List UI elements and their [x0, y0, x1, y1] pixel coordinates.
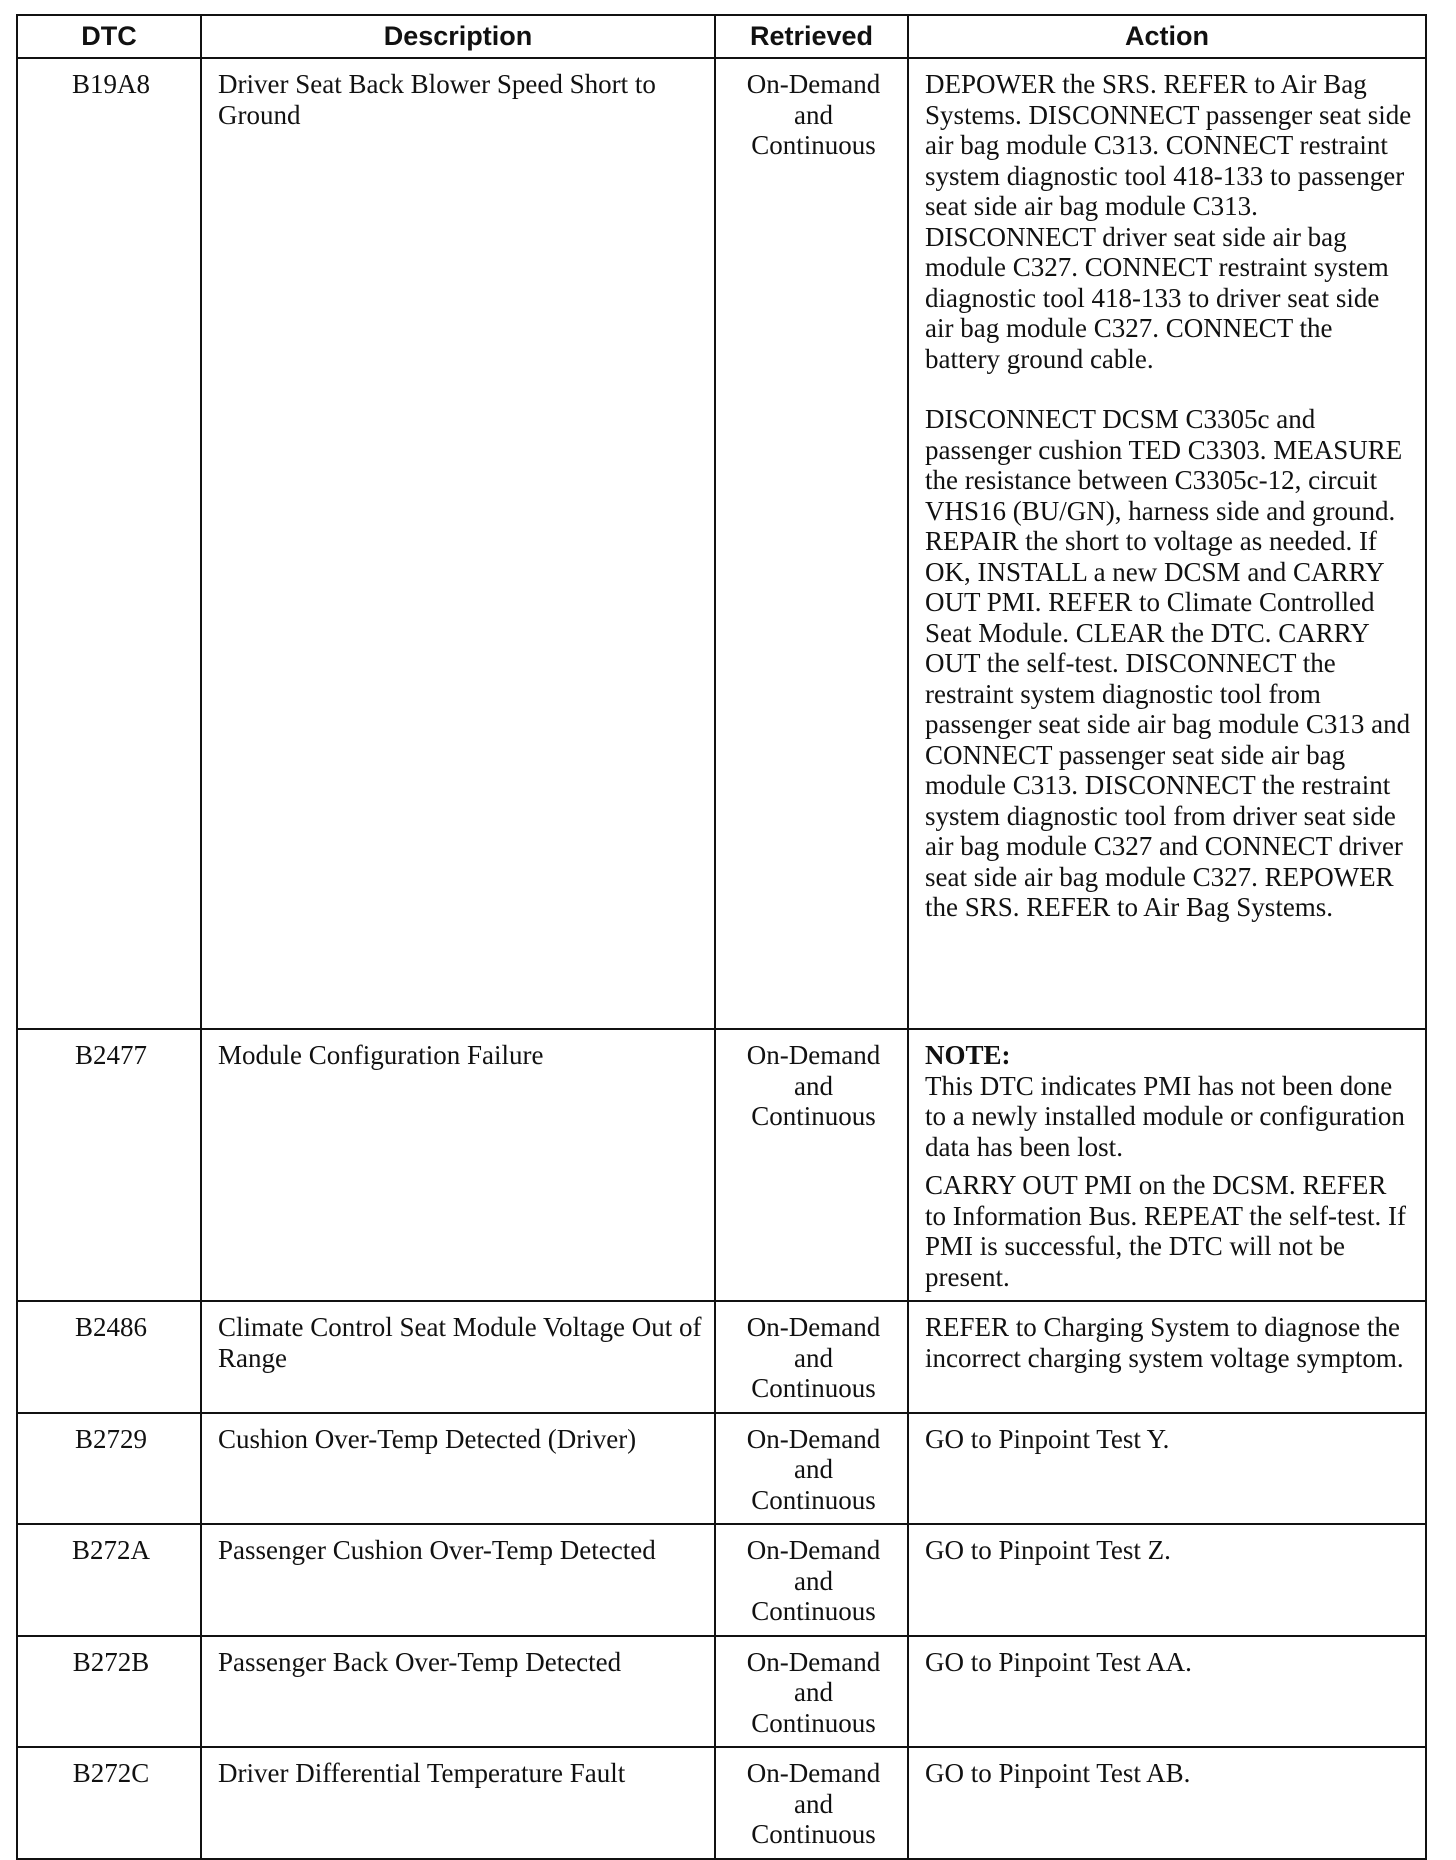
- retrieved-line: Continuous: [751, 1484, 876, 1515]
- retrieved-line: On-Demand: [746, 1758, 881, 1788]
- dtc-description: Driver Seat Back Blower Speed Short to Ground: [201, 58, 715, 1029]
- dtc-description: Driver Differential Temperature Fault: [201, 1747, 715, 1859]
- header-description: Description: [201, 15, 715, 58]
- table-row: [17, 1747, 1426, 1859]
- header-action: Action: [908, 15, 1426, 58]
- table-row: [17, 1029, 1426, 1301]
- retrieved-line: and: [794, 1565, 833, 1596]
- retrieved-line: On-Demand: [746, 1535, 881, 1565]
- header-row: [17, 15, 1426, 58]
- action-paragraph: REFER to Charging System to diagnose the incorrect charging system voltage symptom.: [925, 1312, 1404, 1373]
- action-paragraph: CARRY OUT PMI on the DCSM. REFER to Information Bus. REPEAT the self-test. If PMI is successful, the DTC will not be present.: [925, 1170, 1406, 1292]
- table-row: [17, 1301, 1426, 1413]
- action-paragraph: GO to Pinpoint Test Y.: [925, 1423, 1170, 1454]
- action-paragraph: GO to Pinpoint Test AA.: [925, 1646, 1192, 1677]
- retrieved-line: On-Demand: [746, 1646, 881, 1677]
- dtc-code: B19A8: [17, 58, 201, 1029]
- table-row: [17, 1524, 1426, 1636]
- dtc-code: B272B: [17, 1636, 201, 1748]
- dtc-retrieved: [715, 1636, 908, 1748]
- action-paragraph: GO to Pinpoint Test Z.: [925, 1535, 1171, 1565]
- dtc-code: B2486: [17, 1301, 201, 1413]
- dtc-code: B272C: [17, 1747, 201, 1859]
- dtc-action: [908, 1524, 1426, 1636]
- header-retrieved: Retrieved: [715, 15, 908, 58]
- table-row: [17, 1636, 1426, 1748]
- dtc-action: [908, 1413, 1426, 1525]
- retrieved-line: and: [794, 1070, 833, 1101]
- dtc-retrieved: [715, 1524, 908, 1636]
- retrieved-line: and: [794, 99, 833, 130]
- table-row: [17, 1413, 1426, 1525]
- action-paragraph: DEPOWER the SRS. REFER to Air Bag Systems. DISCONNECT passenger seat side air bag module C313. CONNECT restraint system diagnostic tool 418-133 to passenger seat side air bag module C313. DISCONNECT driver seat side air bag module C327. CONNECT restraint system diagnostic tool 418-133 to driver seat side air bag module C327. CONNECT the battery ground cable.: [925, 69, 1412, 374]
- retrieved-line: Continuous: [751, 1596, 876, 1626]
- retrieved-line: Continuous: [751, 1707, 876, 1738]
- retrieved-line: and: [794, 1677, 833, 1707]
- retrieved-line: Continuous: [751, 1101, 876, 1131]
- dtc-action: [908, 58, 1426, 1029]
- dtc-description: Climate Control Seat Module Voltage Out of Range: [201, 1301, 715, 1413]
- header-dtc: DTC: [17, 15, 201, 58]
- action-paragraph: GO to Pinpoint Test AB.: [925, 1758, 1191, 1788]
- dtc-retrieved: [715, 1029, 908, 1301]
- retrieved-line: Continuous: [751, 1819, 876, 1849]
- action-paragraph: This DTC indicates PMI has not been done to a newly installed module or configuration data has been lost.: [925, 1070, 1405, 1162]
- dtc-code: B2477: [17, 1029, 201, 1301]
- retrieved-line: On-Demand: [746, 1040, 881, 1070]
- dtc-description: Passenger Back Over-Temp Detected: [201, 1636, 715, 1748]
- note-label: NOTE:: [925, 1040, 1011, 1070]
- dtc-action: [908, 1029, 1426, 1301]
- dtc-retrieved: [715, 1413, 908, 1525]
- dtc-retrieved: [715, 58, 908, 1029]
- retrieved-line: Continuous: [751, 130, 876, 160]
- retrieved-line: and: [794, 1788, 833, 1819]
- dtc-code: B272A: [17, 1524, 201, 1636]
- dtc-description: Module Configuration Failure: [201, 1029, 715, 1301]
- dtc-description: Cushion Over-Temp Detected (Driver): [201, 1413, 715, 1525]
- dtc-action: [908, 1747, 1426, 1859]
- dtc-table: [16, 14, 1427, 1860]
- dtc-retrieved: [715, 1301, 908, 1413]
- dtc-action: [908, 1301, 1426, 1413]
- retrieved-line: On-Demand: [746, 1423, 881, 1454]
- retrieved-line: On-Demand: [746, 69, 881, 99]
- dtc-action: [908, 1636, 1426, 1748]
- retrieved-line: On-Demand: [746, 1312, 881, 1342]
- dtc-code: B2729: [17, 1413, 201, 1525]
- dtc-description: Passenger Cushion Over-Temp Detected: [201, 1524, 715, 1636]
- dtc-retrieved: [715, 1747, 908, 1859]
- action-paragraph: DISCONNECT DCSM C3305c and passenger cushion TED C3303. MEASURE the resistance between C3305c-12, circuit VHS16 (BU/GN), harness side and ground. REPAIR the short to voltage as needed. If OK, INSTALL a new DCSM and CARRY OUT PMI. REFER to Climate Controlled Seat Module. CLEAR the DTC. CARRY OUT the self-test. DISCONNECT the restraint system diagnostic tool from passenger seat side air bag module C313 and CONNECT passenger seat side air bag module C313. DISCONNECT the restraint system diagnostic tool from driver seat side air bag module C327 and CONNECT driver seat side air bag module C327. REPOWER the SRS. REFER to Air Bag Systems.: [925, 404, 1411, 922]
- retrieved-line: and: [794, 1454, 833, 1484]
- retrieved-line: Continuous: [751, 1373, 876, 1403]
- table-row: [17, 58, 1426, 1029]
- retrieved-line: and: [794, 1342, 833, 1373]
